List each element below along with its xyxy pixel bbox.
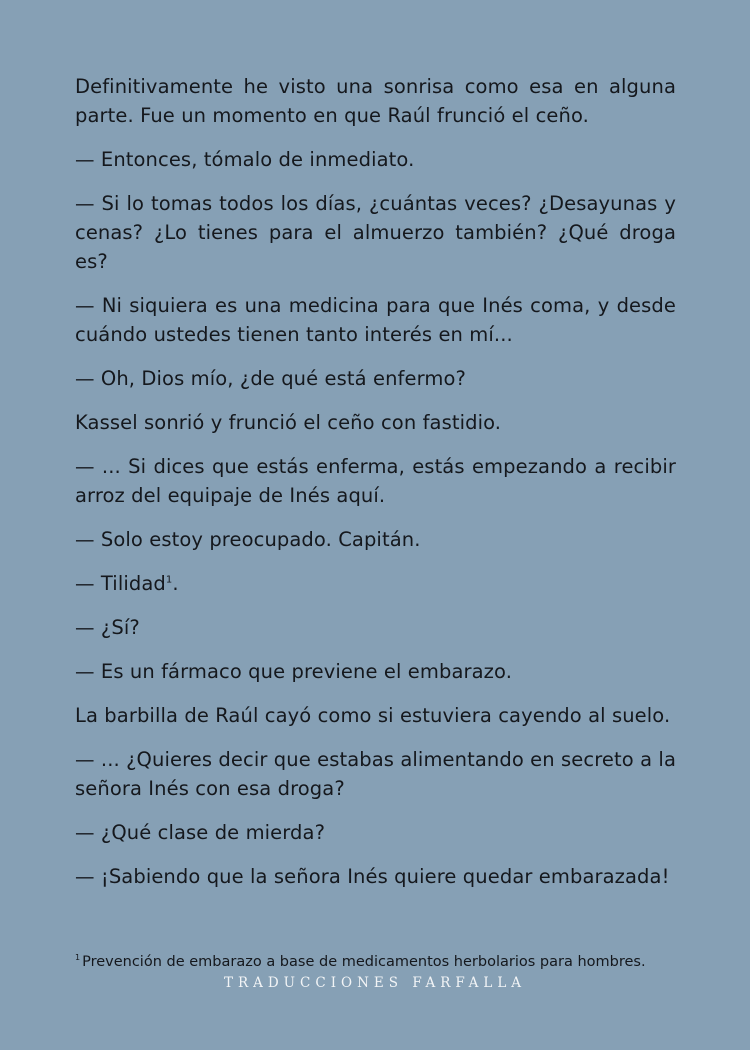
paragraph: — Oh, Dios mío, ¿de qué está enfermo? [75, 367, 466, 390]
paragraph: Definitivamente he visto una sonrisa como esa en alguna parte. Fue un momento en que Raúl frunció el ceño. [75, 75, 676, 127]
paragraph: — ¿Qué clase de mierda? [75, 821, 326, 844]
footnote-marker: 1 [75, 953, 81, 963]
paragraph: — ... Si dices que estás enferma, estás empezando a recibir arroz del equipaje de Inés aquí. [75, 455, 676, 507]
paragraph-punctuation: . [172, 572, 179, 595]
footnote-text: Prevención de embarazo a base de medicamentos herbolarios para hombres. [82, 954, 646, 970]
page-body [75, 72, 676, 906]
paragraph-text: — Tilidad [75, 572, 166, 595]
paragraph: — ¿Sí? [75, 616, 140, 639]
paragraph: — ¡Sabiendo que la señora Inés quiere quedar embarazada! [75, 865, 670, 888]
paragraph: — Ni siquiera es una medicina para que Inés coma, y desde cuándo ustedes tienen tanto interés en mí... [75, 294, 676, 346]
paragraph: — Solo estoy preocupado. Capitán. [75, 528, 421, 551]
footnote [75, 952, 715, 972]
paragraph: — Es un fármaco que previene el embarazo. [75, 660, 513, 683]
paragraph: — Entonces, tómalo de inmediato. [75, 148, 415, 171]
translator-credit: TRADUCCIONES FARFALLA [223, 975, 527, 991]
paragraph: Kassel sonrió y frunció el ceño con fastidio. [75, 411, 502, 434]
paragraph: — ... ¿Quieres decir que estabas alimentando en secreto a la señora Inés con esa droga? [75, 748, 676, 800]
footnote-reference[interactable]: 1 [165, 574, 173, 586]
paragraph: — Si lo tomas todos los días, ¿cuántas veces? ¿Desayunas y cenas? ¿Lo tienes para el almuerzo también? ¿Qué droga es? [75, 192, 676, 273]
paragraph-with-footnote-ref [75, 569, 676, 598]
paragraph: La barbilla de Raúl cayó como si estuviera cayendo al suelo. [75, 704, 671, 727]
